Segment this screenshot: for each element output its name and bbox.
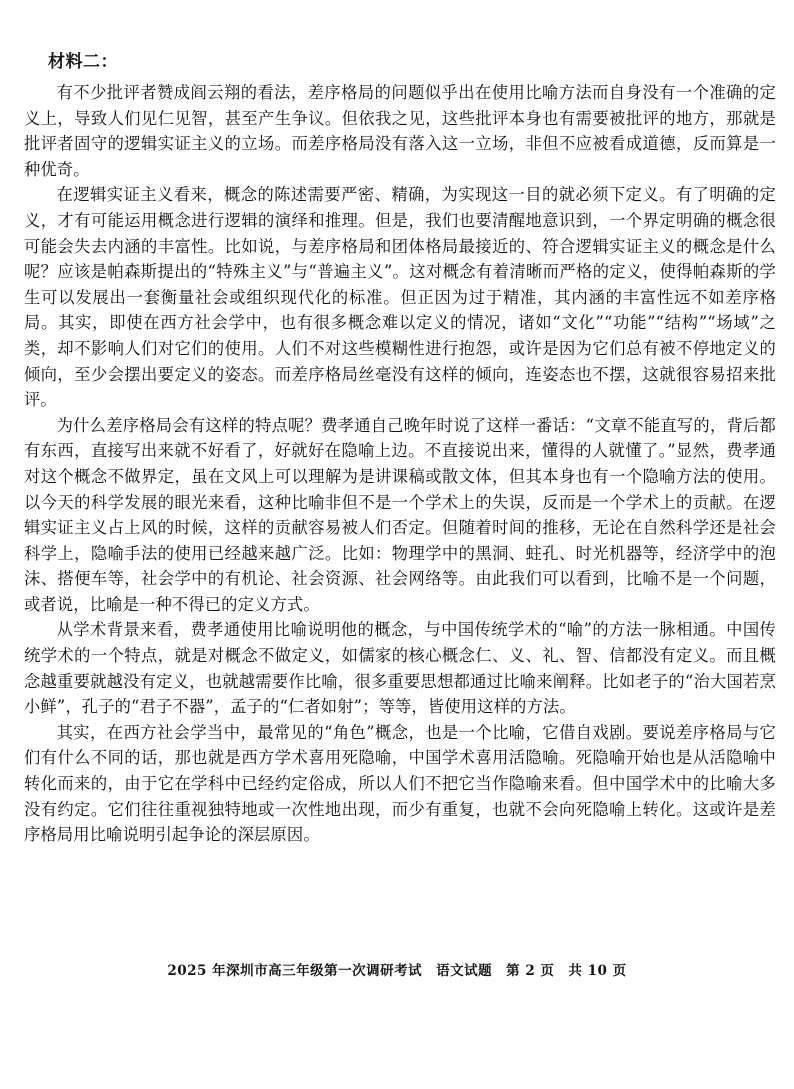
paragraph-5: 其实，在西方社会学当中，最常见的“角色”概念，也是一个比喻，它借自戏剧。要说差序格局与它们有什么不同的话，那也就是西方学术喜用死隐喻，中国学术喜用活隐喻。死隐喻开始也是从活隐喻中转化而来的，由于它在学科中已经约定俗成，所以人们不把它当作隐喻来看。但中国学术中的比喻大多没有约定。它们往往重视独特地或一次性地出现，而少有重复，也就不会向死隐喻上转化。这或许是差序格局用比喻说明引起争论的深层原因。	[24, 722, 776, 845]
reading-material	[24, 48, 776, 848]
page-footer: 2025 年深圳市高三年级第一次调研考试 语文试题 第 2 页 共 10 页	[167, 963, 627, 979]
paragraph-4: 从学术背景来看，费孝通使用比喻说明他的概念，与中国传统学术的“喻”的方法一脉相通。中国传统学术的一个特点，就是对概念不做定义，如儒家的核心概念仁、义、礼、智、信都没有定义。而且概念越重要就越没有定义，也就越需要作比喻，很多重要思想都通过比喻来阐释。比如老子的“治大国若烹小鲜”，孔子的“君子不器”，孟子的“仁者如射”；等等，皆使用这样的方法。	[24, 620, 776, 717]
paragraph-2: 在逻辑实证主义看来，概念的陈述需要严密、精确，为实现这一目的就必须下定义。有了明确的定义，才有可能运用概念进行逻辑的演绎和推理。但是，我们也要清醒地意识到，一个界定明确的概念很可能会失去内涵的丰富性。比如说，与差序格局和团体格局最接近的、符合逻辑实证主义的概念是什么呢？应该是帕森斯提出的“特殊主义”与“普遍主义”。这对概念有着清晰而严格的定义，使得帕森斯的学生可以发展出一套衡量社会或组织现代化的标准。但正因为过于精准，其内涵的丰富性远不如差序格局。其实，即使在西方社会学中，也有很多概念难以定义的情况，诸如“文化”“功能”“结构”“场域”之类，却不影响人们对它们的使用。人们不对这些模糊性进行抱怨，或许是因为它们总有被不停地定义的倾向，至少会摆出要定义的姿态。而差序格局丝毫没有这样的倾向，连姿态也不摆，这就很容易招来批评。	[24, 185, 776, 410]
section-heading: 材料二：	[48, 52, 118, 72]
paragraph-3: 为什么差序格局会有这样的特点呢？费孝通自己晚年时说了这样一番话：“文章不能直写的，背后都有东西，直接写出来就不好看了，好就好在隐喻上边。不直接说出来，懂得的人就懂了。”显然，费孝通对这个概念不做界定，虽在文风上可以理解为是讲课稿或散文体，但其本身也有一个隐喻方法的使用。以今天的科学发展的眼光来看，这种比喻非但不是一个学术上的失误，反而是一个学术上的贡献。在逻辑实证主义占上风的时候，这样的贡献容易被人们否定。但随着时间的推移，无论在自然科学还是社会科学上，隐喻手法的使用已经越来越广泛。比如：物理学中的黑洞、蛀孔、时光机器等，经济学中的泡沫、搭便车等，社会学中的有机论、社会资源、社会网络等。由此我们可以看到，比喻不是一个问题，或者说，比喻是一种不得已的定义方式。	[24, 415, 776, 614]
paragraph-1: 有不少批评者赞成阎云翔的看法，差序格局的问题似乎出在使用比喻方法而自身没有一个准确的定义上，导致人们见仁见智，甚至产生争议。但依我之见，这些批评本身也有需要被批评的地方，那就是批评者固守的逻辑实证主义的立场。而差序格局没有落入这一立场，非但不应被看成道德，反而算是一种优奇。	[24, 83, 776, 179]
